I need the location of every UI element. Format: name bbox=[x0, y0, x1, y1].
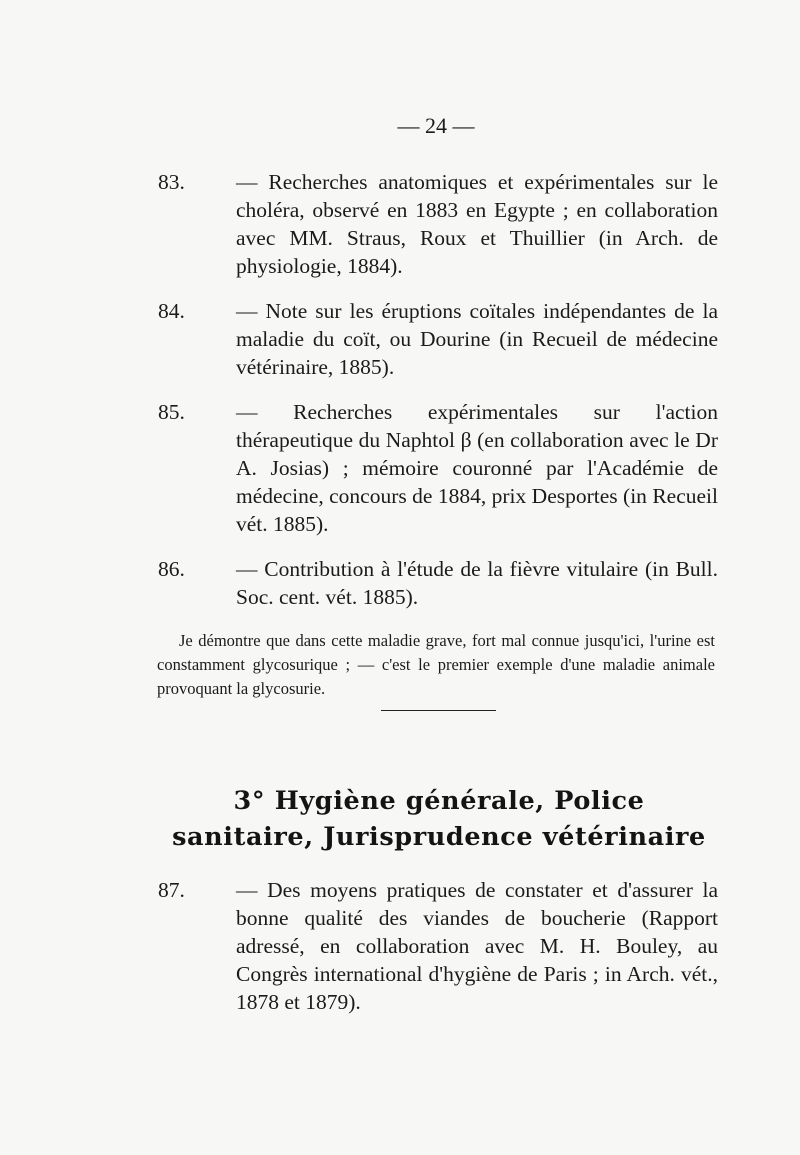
page-number: — 24 — bbox=[397, 113, 475, 138]
entry-text: — Contribution à l'étude de la fièvre vitulaire (in Bull. Soc. cent. vét. 1885). bbox=[236, 557, 718, 609]
entry-text: — Note sur les éruptions coïtales indépendantes de la maladie du coït, ou Dourine (in Recueil de médecine vétérinaire, 1885). bbox=[236, 299, 718, 379]
bibliography-entry-87 bbox=[158, 876, 718, 1016]
bibliography-entry-85 bbox=[158, 398, 718, 538]
section-heading: 3° Hygiène générale, Police sanitaire, Jurisprudence vétérinaire bbox=[172, 786, 706, 852]
entry-text: — Recherches anatomiques et expérimentales sur le choléra, observé en 1883 en Egypte ; en collaboration avec MM. Straus, Roux et Thuillier (in Arch. de physiologie, 1884). bbox=[236, 170, 718, 278]
section-divider bbox=[381, 710, 496, 711]
entry-number: 84. bbox=[158, 299, 185, 323]
bibliography-entry-84 bbox=[158, 297, 718, 381]
entry-text: — Recherches expérimentales sur l'action thérapeutique du Naphtol β (en collaboration avec le Dr A. Josias) ; mémoire couronné par l'Académie de médecine, concours de 1884, prix Desportes (in Recueil vét. 1885). bbox=[236, 400, 718, 536]
entry-text: — Des moyens pratiques de constater et d'assurer la bonne qualité des viandes de boucherie (Rapport adressé, en collaboration avec M. H. Bouley, au Congrès international d'hygiène de Paris ; in Arch. vét., 1878 et 1879). bbox=[236, 878, 718, 1014]
bibliography-list bbox=[158, 168, 718, 718]
entry-number: 86. bbox=[158, 557, 185, 581]
entry-number: 85. bbox=[158, 400, 185, 424]
bibliography-entry-86 bbox=[158, 555, 718, 611]
entry-number: 83. bbox=[158, 170, 185, 194]
bibliography-entry-83 bbox=[158, 168, 718, 280]
bibliography-list-2 bbox=[158, 876, 718, 1016]
entry-note: Je démontre que dans cette maladie grave, fort mal connue jusqu'ici, l'urine est constamment glycosurique ; — c'est le premier exemple d'une maladie animale provoquant la glycosurie. bbox=[157, 631, 715, 698]
entry-number: 87. bbox=[158, 878, 185, 902]
